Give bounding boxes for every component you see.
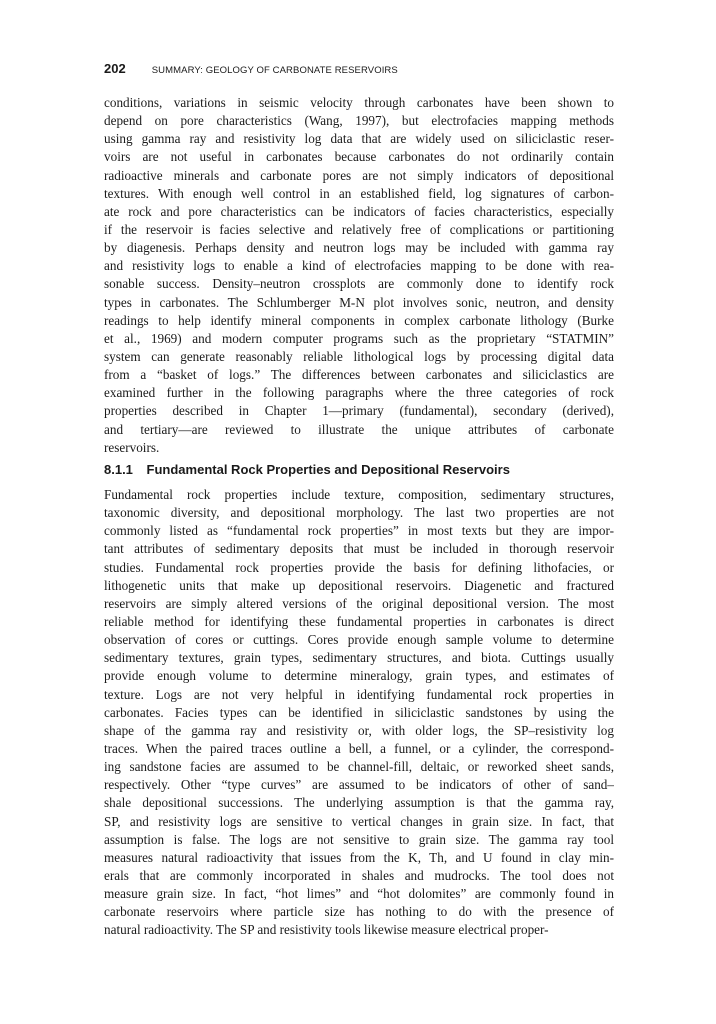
text-line: shape of the gamma ray and resistivity or, with older logs, the SP–resistivity log [104, 722, 614, 738]
text-line: types in carbonates. The Schlumberger M-N plot involves sonic, neutron, and density [104, 294, 614, 310]
text-line: assumption is false. The logs are not sensitive to grain size. The gamma ray tool [104, 831, 614, 847]
text-line: system can generate reasonably reliable lithological logs by processing digital data [104, 348, 614, 364]
text-line: Fundamental rock properties include texture, composition, sedimentary structures, [104, 487, 614, 502]
body-paragraph-1 [104, 94, 614, 457]
text-line: from a “basket of logs.” The differences between carbonates and siliciclastics are [104, 367, 614, 383]
section-number: 8.1.1 [104, 462, 133, 477]
text-line: traces. When the paired traces outline a bell, a funnel, or a cylinder, the correspond- [104, 740, 614, 756]
body-paragraph-2 [104, 486, 614, 940]
text-line: commonly listed as “fundamental rock properties” in most texts but they are impor- [104, 523, 614, 539]
text-line: conditions, variations in seismic velocity through carbonates have been shown to [104, 95, 614, 110]
text-line: observation of cores or cuttings. Cores provide enough sample volume to determine [104, 632, 614, 648]
text-line: and resistivity logs to enable a kind of electrofacies mapping to be done with rea- [104, 258, 614, 274]
text-line: respectively. Other “type curves” are assumed to be indicators of other of sand– [104, 777, 614, 793]
page-number: 202 [104, 61, 126, 76]
text-line: readings to help identify mineral components in complex carbonate lithology (Burke [104, 312, 614, 328]
text-line: reservoirs are simply altered versions of the original depositional version. The most [104, 595, 614, 611]
text-line: by diagenesis. Perhaps density and neutron logs may be included with gamma ray [104, 240, 614, 256]
text-line: sedimentary textures, grain types, sedimentary structures, and biota. Cuttings usually [104, 650, 614, 666]
running-head: SUMMARY: GEOLOGY OF CARBONATE RESERVOIRS [151, 65, 398, 76]
text-line: radioactive minerals and carbonate pores are not simply indicators of depositional [104, 167, 614, 183]
text-line: tant attributes of sedimentary deposits that must be included in thorough reservoir [104, 541, 614, 557]
text-line: shale depositional successions. The underlying assumption is that the gamma ray, [104, 795, 614, 811]
text-line: using gamma ray and resistivity log data that are widely used on siliciclastic reser- [104, 131, 614, 147]
page-header [104, 60, 614, 78]
text-line: texture. Logs are not very helpful in identifying fundamental rock properties in [104, 686, 614, 702]
text-line: erals that are commonly incorporated in shales and mudrocks. The tool does not [104, 867, 614, 883]
text-line: sonable success. Density–neutron crossplots are commonly done to identify rock [104, 276, 614, 292]
text-line: properties described in Chapter 1—primary (fundamental), secondary (derived), [104, 403, 614, 419]
text-line: carbonates. Facies types can be identified in siliciclastic sandstones by using the [104, 704, 614, 720]
text-line: textures. With enough well control in an established field, log signatures of carbon- [104, 185, 614, 201]
text-line: depend on pore characteristics (Wang, 1997), but electrofacies mapping methods [104, 113, 614, 129]
section-title: Fundamental Rock Properties and Depositional Reservoirs [146, 462, 510, 477]
text-line: measures natural radioactivity that issues from the K, Th, and U found in clay min- [104, 849, 614, 865]
text-line: measure grain size. In fact, “hot limes” and “hot dolomites” are commonly found in [104, 886, 614, 902]
text-line: studies. Fundamental rock properties provide the basis for defining lithofacies, or [104, 559, 614, 575]
text-line: reliable method for identifying these fundamental properties in carbonates is direct [104, 613, 614, 629]
text-line: and tertiary—are reviewed to illustrate the unique attributes of carbonate [104, 421, 614, 437]
text-line: examined further in the following paragraphs where the three categories of rock [104, 385, 614, 401]
text-line: voirs are not useful in carbonates because carbonates do not ordinarily contain [104, 149, 614, 165]
text-line: taxonomic diversity, and depositional morphology. The last two properties are not [104, 505, 614, 521]
section-heading [104, 462, 614, 477]
text-line: carbonate reservoirs where particle size has nothing to do with the presence of [104, 904, 614, 920]
text-line: provide enough volume to determine mineralogy, grain types, and estimates of [104, 668, 614, 684]
text-line: SP, and resistivity logs are sensitive to vertical changes in grain size. In fact, that [104, 813, 614, 829]
text-line: if the reservoir is facies selective and relatively free of complications or partitioning [104, 221, 614, 237]
text-line: ing sandstone facies are assumed to be channel-fill, deltaic, or reworked sheet sands, [104, 759, 614, 775]
text-line: reservoirs. [104, 439, 160, 455]
text-line: et al., 1969) and modern computer programs such as the proprietary “STATMIN” [104, 330, 614, 346]
text-line: natural radioactivity. The SP and resistivity tools likewise measure electrical proper- [104, 922, 549, 938]
text-line: lithogenetic units that make up depositional reservoirs. Diagenetic and fractured [104, 577, 614, 593]
text-line: ate rock and pore characteristics can be indicators of facies characteristics, especially [104, 203, 614, 219]
